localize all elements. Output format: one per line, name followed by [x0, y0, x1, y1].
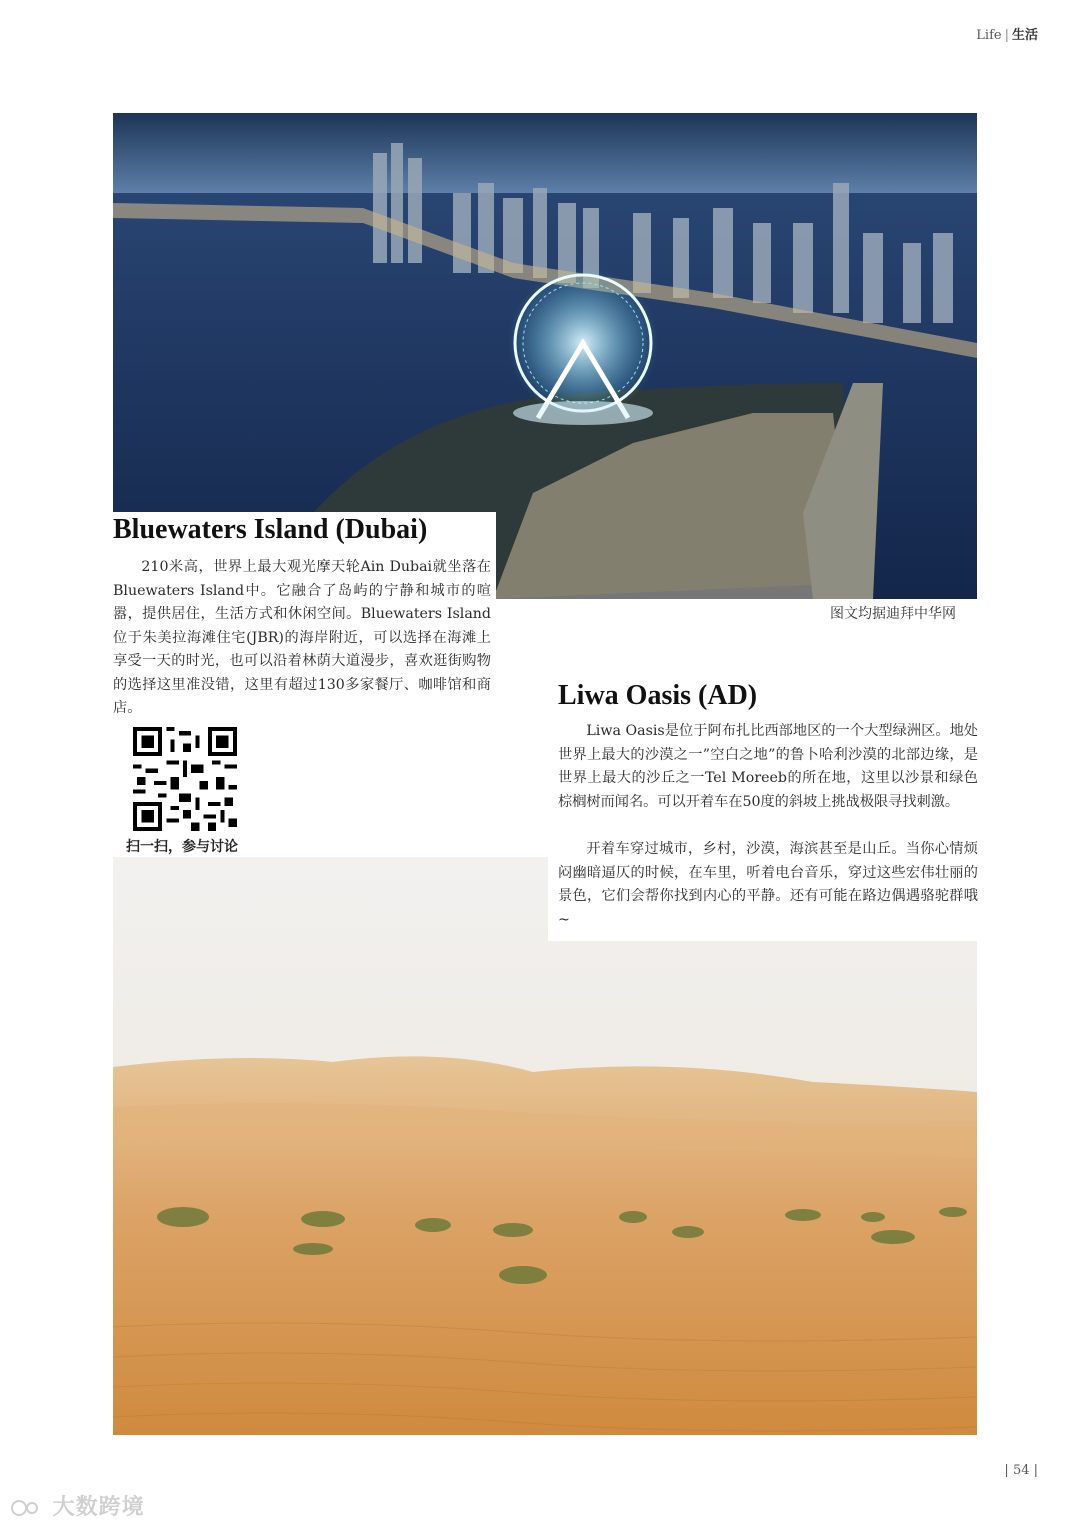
page-number-value: 54 — [1012, 1463, 1030, 1478]
article-body-bluewaters: 210米高，世界上最大观光摩天轮Ain Dubai就坐落在Bluewaters Island中。它融合了岛屿的宁静和城市的喧嚣，提供居住，生活方式和休闲空间。Bluewaters Island位于朱美拉海滩住宅(JBR)的海岸附近，可以选择在海滩上享受一天的时光，也可以沿着林荫大道漫步，喜欢逛街购物的选择这里准没错，这里有超过130多家餐厅、咖啡馆和商店。 — [113, 559, 491, 716]
article-title-liwa: Liwa Oasis (AD) — [558, 680, 758, 711]
page-number: | 54 | — [1004, 1463, 1038, 1478]
article-body-liwa-p1: Liwa Oasis是位于阿布扎比西部地区的一个大型绿洲区。地处世界上最大的沙漠之一”空白之地”的鲁卜哈利沙漠的北部边缘，是世界上最大的沙丘之一Tel Moreeb的所在地，这里以沙景和绿色棕榈树而闻名。可以开着车在50度的斜坡上挑战极限寻找刺激。 — [558, 723, 978, 810]
qr-code[interactable] — [133, 727, 237, 831]
watermark-logo-icon — [10, 1497, 44, 1519]
watermark — [10, 1490, 145, 1521]
section-label-en: Life — [976, 28, 1002, 43]
liwa-desert-photo — [113, 857, 977, 1435]
section-header: Life | 生活 — [976, 28, 1038, 43]
section-label-zh: 生活 — [1011, 28, 1038, 43]
photo-credit: 图文均据迪拜中华网 — [830, 606, 956, 622]
qr-caption: 扫一扫，参与讨论 — [126, 839, 238, 855]
article-body-liwa-p2: 开着车穿过城市，乡村，沙漠，海滨甚至是山丘。当你心情烦闷幽暗逼仄的时候，在车里，听着电台音乐，穿过这些宏伟壮丽的景色，它们会帮你找到内心的平静。还有可能在路边偶遇骆驼群哦~ — [558, 841, 978, 928]
article-title-bluewaters: Bluewaters Island (Dubai) — [113, 514, 428, 545]
watermark-text: 大数跨境 — [52, 1495, 145, 1520]
